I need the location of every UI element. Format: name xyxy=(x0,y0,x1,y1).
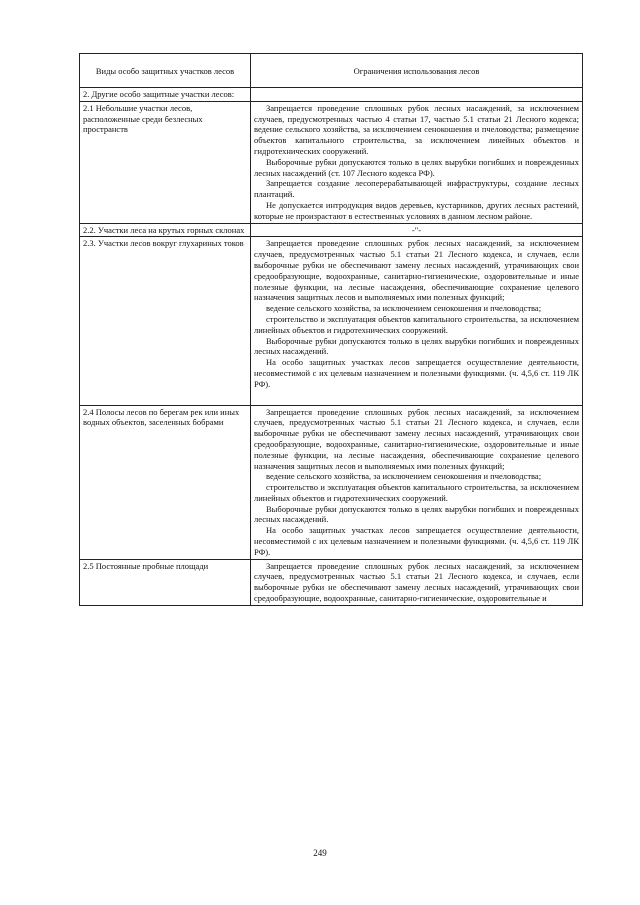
restriction-paragraph: ведение сельского хозяйства, за исключением сенокошения и пчеловодства; xyxy=(266,303,542,314)
restriction-paragraph: Выборочные рубки допускаются только в целях вырубки погибших и поврежденных лесных насаждений. xyxy=(254,503,579,525)
section-row xyxy=(80,88,583,102)
restriction-paragraph: Не допускается интродукция видов деревьев, кустарников, других лесных растений, которые не произрастают в естественных условиях в данном лесном районе. xyxy=(254,199,579,221)
restriction-paragraph: Запрещается создание лесоперерабатывающей инфраструктуры, создание лесных плантаций. xyxy=(254,178,579,200)
restriction-paragraph: На особо защитных участках лесов запрещается осуществление деятельности, несовместимой с их целевым назначением и полезными функциями. (ч. 4,5,6 ст. 119 ЛК РФ). xyxy=(254,525,579,557)
zone-type-cell: 2.3. Участки лесов вокруг глухариных токов xyxy=(80,237,251,405)
restriction-cell xyxy=(251,559,583,605)
restriction-paragraph: строительство и эксплуатация объектов капитального строительства, за исключением линейных объектов и гидротехнических сооружений. xyxy=(254,482,579,503)
section-empty-cell xyxy=(251,88,583,102)
header-col-types: Виды особо защитных участков лесов xyxy=(80,54,251,88)
table-row xyxy=(80,223,583,237)
zone-type-cell: 2.4 Полосы лесов по берегам рек или иных водных объектов, заселенных бобрами xyxy=(80,405,251,559)
restriction-cell xyxy=(251,405,583,559)
restriction-cell xyxy=(251,237,583,405)
section-title: 2. Другие особо защитные участки лесов: xyxy=(80,88,251,102)
zone-type-cell: 2.5 Постоянные пробные площади xyxy=(80,559,251,605)
restriction-paragraph: Запрещается проведение сплошных рубок лесных насаждений, за исключением случаев, предусмотренных частью 5.1 статьи 21 Лесного кодекса, и случаев, если выборочные рубки не обеспечивают замену лесных насаждений, утрачивающих свои средообразующие, водоохранные, санитарно-гигиенические, оздоровительные и иные полезные функции, на лесные насаждения, обеспечивающие сохранение целевого назначения защитных лесов и выполняемых ими полезных функций; xyxy=(254,406,579,471)
restriction-paragraph: строительство и эксплуатация объектов капитального строительства, за исключением линейных объектов и гидротехнических сооружений. xyxy=(254,313,579,335)
restrictions-table xyxy=(79,53,583,606)
restriction-paragraph: ведение сельского хозяйства, за исключением сенокошения и пчеловодства; xyxy=(266,471,542,482)
restriction-paragraph: Выборочные рубки допускаются только в целях вырубки погибших и поврежденных лесных насаждений (ст. 107 Лесного кодекса РФ). xyxy=(254,156,579,178)
table-row xyxy=(80,101,583,223)
restriction-paragraph: Запрещается проведение сплошных рубок лесных насаждений, за исключением случаев, предусмотренных частью 5.1 статьи 21 Лесного кодекса, и случаев, если выборочные рубки не обеспечивают замену лесных насаждений, утрачивающих свои средообразующие, водоохранные, санитарно-гигиенические, оздоровительные и иные полезные функции, на лесные насаждения, обеспечивающие сохранение целевого назначения защитных лесов и выполняемых ими полезных функций; xyxy=(254,238,579,303)
zone-type-cell: 2.1 Небольшие участки лесов, расположенные среди безлесных пространств xyxy=(80,101,251,223)
table-row xyxy=(80,237,583,405)
restriction-cell xyxy=(251,101,583,223)
restriction-paragraph: На особо защитных участках лесов запрещается осуществление деятельности, несовместимой с их целевым назначением и полезными функциями. (ч. 4,5,6 ст. 119 ЛК РФ). xyxy=(254,357,579,389)
restriction-paragraph: Запрещается проведение сплошных рубок лесных насаждений, за исключением случаев, предусмотренных частью 5.1 статьи 21 Лесного кодекса, и случаев, если выборочные рубки не обеспечивают замену лесных насаждений, утрачивающих свои средообразующие, водоохранные, санитарно-гигиенические, оздоровительные и xyxy=(254,560,579,604)
cell-spacer xyxy=(254,390,579,404)
table-row xyxy=(80,559,583,605)
restriction-paragraph: Запрещается проведение сплошных рубок лесных насаждений, за исключением случаев, предусмотренных частью 4 статьи 17, частью 5.1 статьи 21 Лесного кодекса; ведение сельского хозяйства, за исключением сенокошения и пчеловодства; размещение объектов капитального строительства, за исключением линейных объектов и гидротехнических сооружений. xyxy=(254,102,579,156)
table-row xyxy=(80,405,583,559)
table-header-row xyxy=(80,54,583,88)
zone-type-cell: 2.2. Участки леса на крутых горных склонах xyxy=(80,223,251,237)
restriction-paragraph: Выборочные рубки допускаются только в целях вырубки погибших и поврежденных лесных насаждений. xyxy=(254,335,579,357)
header-col-restrictions: Ограничения использования лесов xyxy=(251,54,583,88)
ditto-cell: -"- xyxy=(251,223,583,237)
page-number: 249 xyxy=(313,848,327,858)
